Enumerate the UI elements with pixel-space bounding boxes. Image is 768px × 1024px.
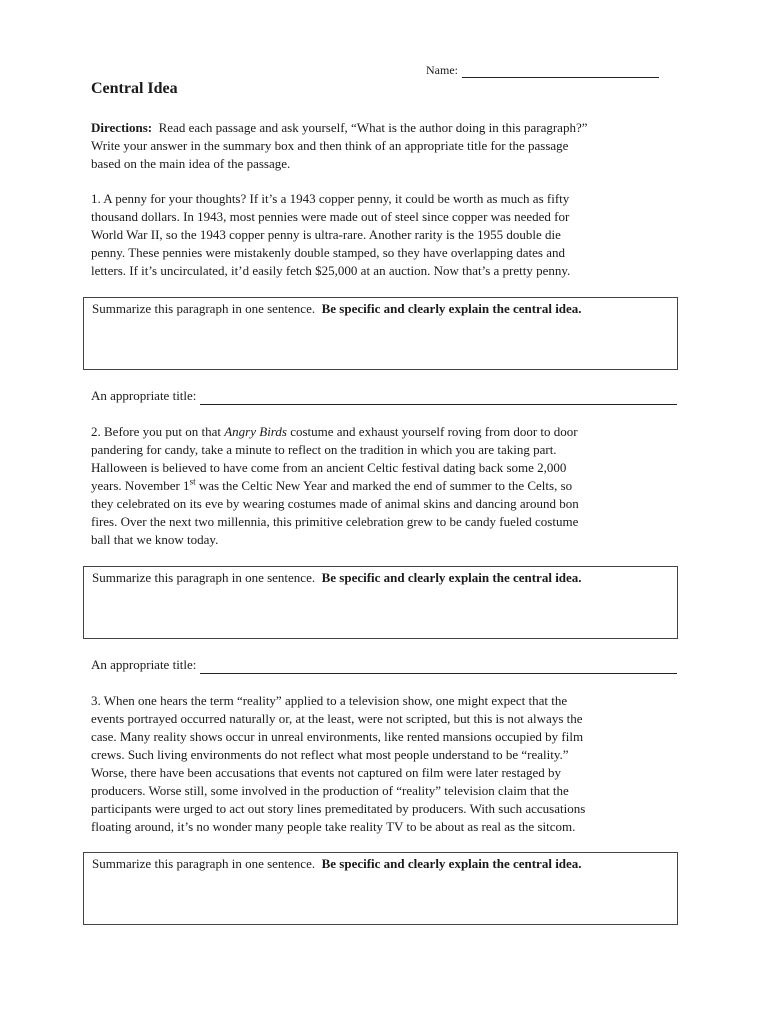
page-title: Central Idea: [91, 80, 178, 97]
passage-line: producers. Worse still, some involved in the production of “reality” television claim that the: [91, 783, 569, 798]
title-prompt: An appropriate title:: [91, 388, 197, 403]
passage-line: ball that we know today.: [91, 532, 219, 547]
passage-line: Halloween is believed to have come from an ancient Celtic festival dating back some 2,000: [91, 460, 567, 475]
passage-text: was the Celtic New Year and marked the end of summer to the Celts, so: [195, 478, 573, 493]
passage-line: World War II, so the 1943 copper penny is ultra-rare. Another rarity is the 1955 double die: [91, 227, 561, 242]
name-blank-line[interactable]: [462, 65, 659, 78]
passage-line: pandering for candy, take a minute to reflect on the tradition in which you are taking part.: [91, 442, 557, 457]
passage-line: letters. If it’s uncirculated, it’d easily fetch $25,000 at an auction. Now that’s a pretty penny.: [91, 263, 571, 278]
passage-line: participants were urged to act out story lines premeditated by producers. With such accusations: [91, 801, 586, 816]
passage-line: they celebrated on its eve by wearing costumes made of animal skins and dancing around bon: [91, 496, 579, 511]
passage-line: fires. Over the next two millennia, this primitive celebration grew to be candy fueled costume: [91, 514, 579, 529]
summary-emphasis: Be specific and clearly explain the central idea.: [321, 570, 582, 585]
passage-line: thousand dollars. In 1943, most pennies were made out of steel since copper was needed for: [91, 209, 570, 224]
summary-emphasis: Be specific and clearly explain the central idea.: [321, 301, 582, 316]
summary-box-2[interactable]: [83, 566, 678, 639]
directions-line: Read each passage and ask yourself, “What is the author doing in this paragraph?”: [158, 120, 588, 135]
passage-text: costume and exhaust yourself roving from door to door: [286, 424, 578, 439]
title-blank-line[interactable]: [200, 661, 677, 674]
passage-1: [91, 190, 681, 280]
directions-label: Directions:: [91, 120, 153, 135]
summary-box-3[interactable]: [83, 852, 678, 925]
passage-line: penny. These pennies were mistakenly double stamped, so they have overlapping dates and: [91, 245, 566, 260]
passage-line: floating around, it’s no wonder many people take reality TV to be about as real as the sitcom.: [91, 819, 576, 834]
passage-line: Worse, there have been accusations that events not captured on film were later restaged by: [91, 765, 562, 780]
passage-line: 3. When one hears the term “reality” applied to a television show, one might expect that the: [91, 693, 568, 708]
directions-line: based on the main idea of the passage.: [91, 156, 291, 171]
passage-line: crews. Such living environments do not reflect what most people understand to be “reality.”: [91, 747, 569, 762]
passage-text: years. November 1: [91, 478, 190, 493]
passage-line: case. Many reality shows occur in unreal environments, like rented mansions occupied by film: [91, 729, 584, 744]
angry-birds-title: Angry Birds: [224, 424, 287, 439]
passage-2: [91, 423, 681, 549]
passage-line: events portrayed occurred naturally or, at the least, were not scripted, but this is not always the: [91, 711, 583, 726]
summary-emphasis: Be specific and clearly explain the central idea.: [321, 856, 582, 871]
summary-box-1[interactable]: [83, 297, 678, 370]
summary-prompt: Summarize this paragraph in one sentence.: [92, 301, 316, 316]
name-label: Name:: [426, 63, 458, 77]
title-field-2[interactable]: [91, 656, 677, 674]
summary-prompt: Summarize this paragraph in one sentence.: [92, 856, 316, 871]
name-field[interactable]: [426, 63, 659, 78]
title-blank-line[interactable]: [200, 392, 677, 405]
passage-line: 1. A penny for your thoughts? If it’s a 1943 copper penny, it could be worth as much as fifty: [91, 191, 570, 206]
ordinal-superscript: st: [189, 476, 196, 487]
passage-text: 2. Before you put on that: [91, 424, 225, 439]
title-field-1[interactable]: [91, 387, 677, 405]
directions: [91, 119, 681, 173]
directions-line: Write your answer in the summary box and then think of an appropriate title for the passage: [91, 138, 569, 153]
title-prompt: An appropriate title:: [91, 657, 197, 672]
summary-prompt: Summarize this paragraph in one sentence.: [92, 570, 316, 585]
passage-3: [91, 692, 681, 836]
